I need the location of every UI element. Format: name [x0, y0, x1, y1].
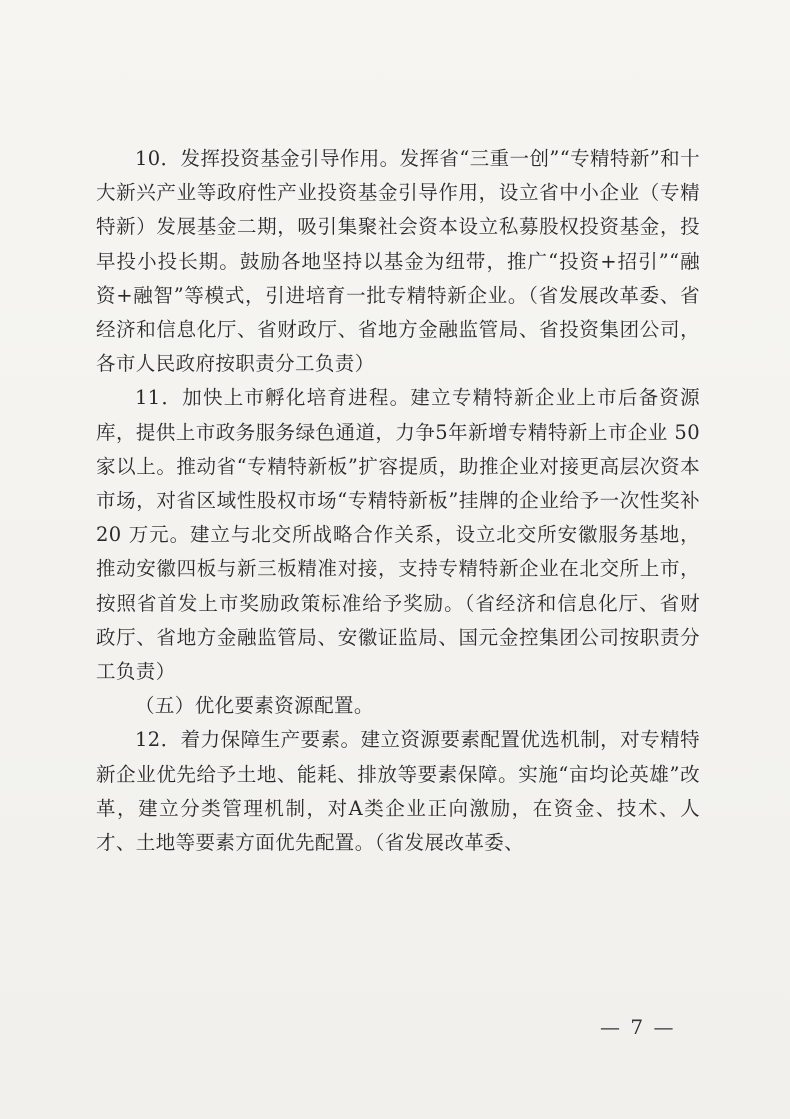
document-body	[96, 142, 700, 860]
paragraph-12-production-factors: 12．着力保障生产要素。建立资源要素配置优选机制，对专精特新企业优先给予土地、能耗、排放等要素保障。实施“亩均论英雄”改革，建立分类管理机制，对A类企业正向激励，在资金、技术、人才、土地等要素方面优先配置。（省发展改革委、	[96, 728, 700, 855]
paragraph-10-investment-fund: 10．发挥投资基金引导作用。发挥省“三重一创”“专精特新”和十大新兴产业等政府性产业投资基金引导作用，设立省中小企业（专精特新）发展基金二期，吸引集聚社会资本设立私募股权投资基金，投早投小投长期。鼓励各地坚持以基金为纽带，推广“投资+招引”“融资+融智”等模式，引进培育一批专精特新企业。（省发展改革委、省经济和信息化厅、省财政厅、省地方金融监管局、省投资集团公司，各市人民政府按职责分工负责）	[96, 147, 700, 376]
page-number: — 7 —	[600, 1015, 676, 1039]
section-heading-optimize-resources: （五）优化要素资源配置。	[135, 694, 374, 718]
paragraph-11-listing-incubation: 11．加快上市孵化培育进程。建立专精特新企业上市后备资源库，提供上市政务服务绿色通道，力争5年新增专精特新上市企业 50 家以上。推动省“专精特新板”扩容提质，助推企业对接更高层次资本市场，对省区域性股权市场“专精特新板”挂牌的企业给予一次性奖补 20 万元。建立与北交所战略合作关系，设立北交所安徽服务基地，推动安徽四板与新三板精准对接，支持专精特新企业在北交所上市，按照省首发上市奖励政策标准给予奖励。（省经济和信息化厅、省财政厅、省地方金融监管局、安徽证监局、国元金控集团公司按职责分工负责）	[96, 386, 700, 684]
